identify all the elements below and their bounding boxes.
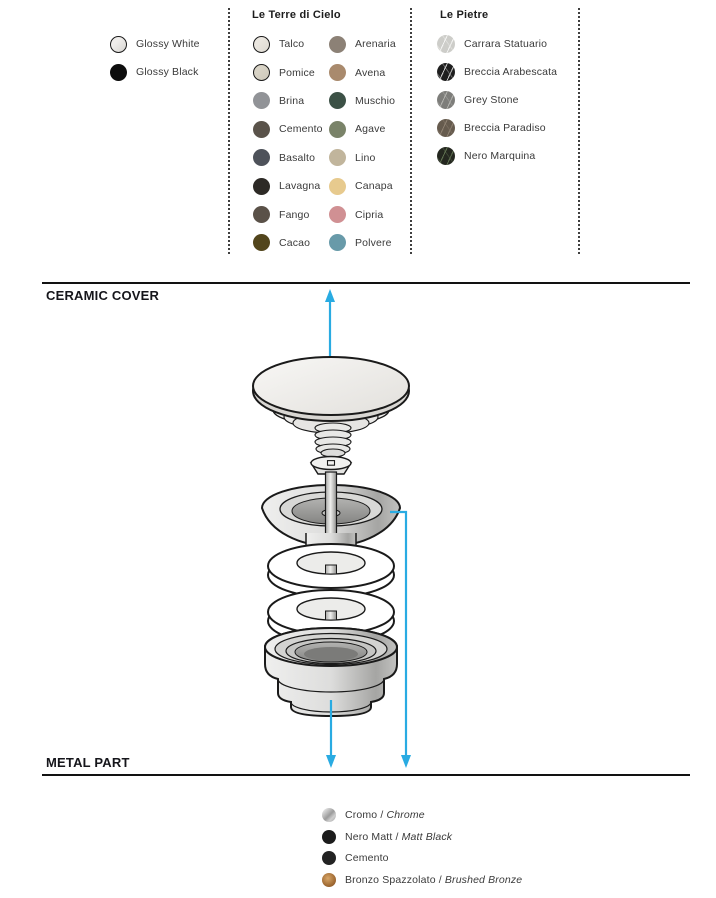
finish-option <box>329 115 396 143</box>
finish-label: Carrara Statuario <box>464 38 548 50</box>
finish-label: Talco <box>279 38 305 51</box>
finish-label: Fango <box>279 208 310 221</box>
drain-exploded-diagram <box>238 284 422 772</box>
finish-label: Cacao <box>279 236 311 249</box>
finish-swatch <box>437 35 455 53</box>
finish-option <box>253 87 323 115</box>
finish-option <box>437 86 557 114</box>
finish-label: Cemento <box>279 123 323 136</box>
ceramic-cover-part <box>253 357 409 457</box>
le-pietre-column <box>437 30 557 170</box>
metal-finishes-list <box>322 804 522 891</box>
finish-label: Lavagna <box>279 180 321 193</box>
finish-swatch <box>253 234 270 251</box>
finish-label: Pomice <box>279 66 315 79</box>
finish-label: Cipria <box>355 208 384 221</box>
metal-finish-option <box>322 869 522 891</box>
finish-option <box>110 30 200 58</box>
finish-swatch <box>437 119 455 137</box>
finish-label: Arenaria <box>355 38 396 51</box>
ceramic-cover-heading: CERAMIC COVER <box>46 288 160 303</box>
terre-di-cielo-title: Le Terre di Cielo <box>252 9 341 21</box>
finish-label: Brina <box>279 94 305 107</box>
finish-option <box>253 200 323 228</box>
finish-swatch <box>253 121 270 138</box>
finish-label: Avena <box>355 66 386 79</box>
finish-swatch <box>253 64 270 81</box>
finish-swatch <box>437 91 455 109</box>
finish-label: Breccia Arabescata <box>464 66 558 78</box>
finish-label: Polvere <box>355 236 392 249</box>
finish-option <box>253 229 323 257</box>
finish-swatch <box>329 64 346 81</box>
finish-swatch <box>329 234 346 251</box>
finish-option <box>329 144 396 172</box>
metal-finish-option <box>322 847 522 869</box>
glossy-finishes-list <box>110 30 200 86</box>
dotted-divider <box>410 8 412 254</box>
finish-option <box>329 30 396 58</box>
metal-finish-label: Cemento <box>345 852 389 865</box>
finish-option <box>329 172 396 200</box>
finish-swatch <box>329 149 346 166</box>
finish-option <box>110 58 200 86</box>
metal-finish-swatch <box>322 873 336 887</box>
finish-swatch <box>329 178 346 195</box>
metal-finish-label: Cromo / Chrome <box>345 808 425 821</box>
finish-swatch <box>253 36 270 53</box>
finish-swatch <box>253 178 270 195</box>
metal-finish-swatch <box>322 851 336 865</box>
up-arrow <box>325 289 335 360</box>
terre-di-cielo-column-2 <box>329 30 396 257</box>
finish-swatch <box>437 63 455 81</box>
le-pietre-title: Le Pietre <box>440 9 489 21</box>
finish-option <box>253 144 323 172</box>
finish-swatch <box>253 206 270 223</box>
dotted-divider <box>578 8 580 254</box>
metal-finish-swatch <box>322 830 336 844</box>
metal-finish-label: Bronzo Spazzolato / Brushed Bronze <box>345 873 523 886</box>
finish-swatch <box>329 36 346 53</box>
finish-swatch <box>253 92 270 109</box>
metal-finish-swatch <box>322 808 336 822</box>
finish-option <box>253 30 323 58</box>
finish-swatch <box>437 147 455 165</box>
finish-swatch <box>329 206 346 223</box>
finish-option <box>437 114 557 142</box>
metal-finish-option <box>322 826 522 848</box>
finish-swatch <box>253 149 270 166</box>
finish-option <box>329 58 396 86</box>
finish-option <box>329 200 396 228</box>
finish-label: Canapa <box>355 180 393 193</box>
metal-part-heading: METAL PART <box>46 755 130 770</box>
finish-label: Agave <box>355 123 386 136</box>
finish-label: Breccia Paradiso <box>464 122 546 134</box>
finish-label: Muschio <box>355 94 396 107</box>
finish-label: Lino <box>355 151 376 164</box>
finish-option <box>253 172 323 200</box>
finish-label: Glossy White <box>136 38 200 50</box>
metal-part-rule <box>42 774 690 776</box>
metal-finish-option <box>322 804 522 826</box>
finish-option <box>253 115 323 143</box>
finish-option <box>253 58 323 86</box>
finish-label: Basalto <box>279 151 316 164</box>
finish-swatch <box>110 64 127 81</box>
dotted-divider <box>228 8 230 254</box>
terre-di-cielo-column-1 <box>253 30 323 257</box>
finish-swatch <box>110 36 127 53</box>
finish-option <box>329 229 396 257</box>
finish-label: Grey Stone <box>464 94 519 106</box>
finish-swatch <box>329 121 346 138</box>
metal-finish-label: Nero Matt / Matt Black <box>345 830 453 843</box>
finish-option <box>437 58 557 86</box>
fixing-screw-part <box>311 457 351 475</box>
finish-label: Glossy Black <box>136 66 199 78</box>
finish-label: Nero Marquina <box>464 150 536 162</box>
finish-swatch <box>329 92 346 109</box>
finish-option <box>437 142 557 170</box>
finish-option <box>437 30 557 58</box>
finish-option <box>329 87 396 115</box>
